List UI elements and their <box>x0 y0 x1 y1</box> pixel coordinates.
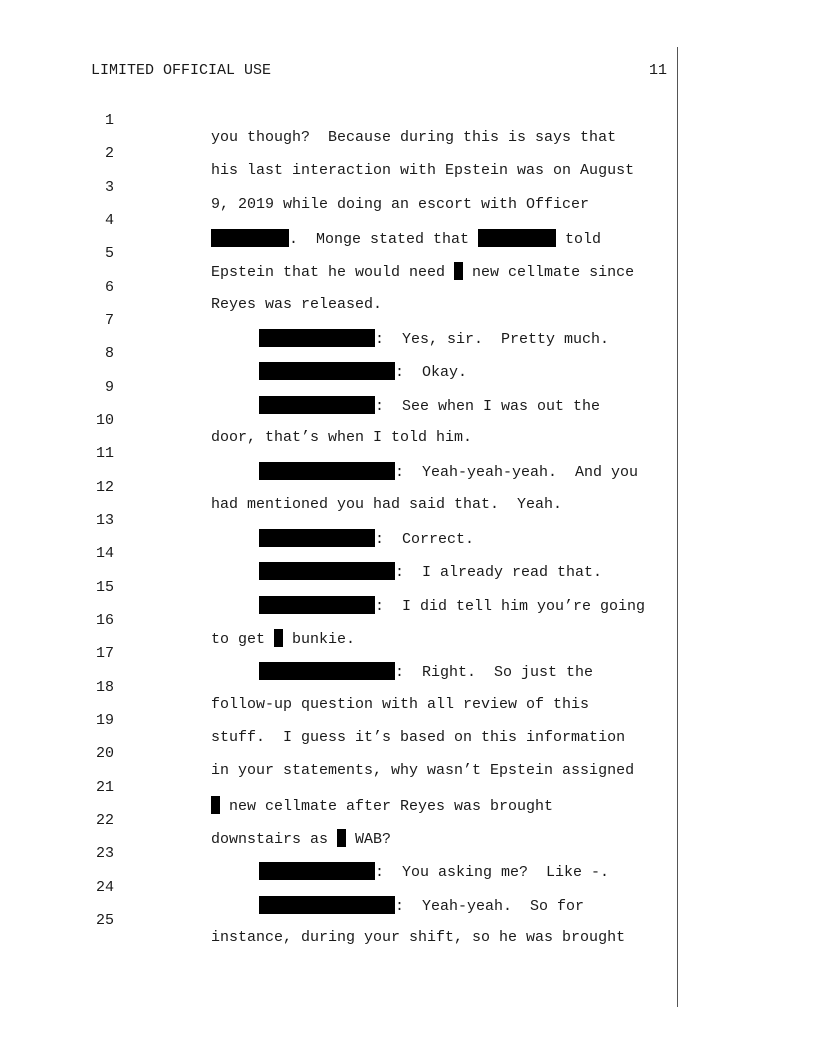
transcript-line <box>0 295 816 348</box>
line-number: 1 <box>104 112 114 129</box>
line-number: 16 <box>95 612 114 629</box>
transcript-line <box>0 562 816 615</box>
line-number: 10 <box>95 412 114 429</box>
line-number: 5 <box>104 245 114 262</box>
line-text-segment: Epstein that he would need <box>211 264 455 281</box>
classification-marking: LIMITED OFFICIAL USE <box>91 62 272 79</box>
line-text-segment: : Yes, sir. Pretty much. <box>375 331 610 348</box>
line-number: 12 <box>95 479 114 496</box>
line-number: 2 <box>104 145 114 162</box>
page-number: 11 <box>648 62 667 79</box>
line-text-segment: : I did tell him you’re going <box>375 598 646 615</box>
line-number: 3 <box>104 179 114 196</box>
transcript-line <box>0 95 816 146</box>
line-text-segment: : Yeah-yeah-yeah. And you <box>395 464 639 481</box>
transcript-line <box>0 595 816 648</box>
line-number: 24 <box>95 879 114 896</box>
line-number: 6 <box>104 279 114 296</box>
line-number: 14 <box>95 545 114 562</box>
line-text: Reyes was released. <box>211 296 383 313</box>
line-text-segment: : Right. So just the <box>395 664 594 681</box>
line-text-segment: : See when I was out the <box>375 398 601 415</box>
transcript-line <box>0 828 816 881</box>
line-text-segment: : I already read that. <box>395 564 603 581</box>
line-text: stuff. I guess it’s based on this information <box>211 729 626 746</box>
line-number: 19 <box>95 712 114 729</box>
transcript-line <box>0 662 816 713</box>
line-text-segment: WAB? <box>346 831 392 848</box>
transcript-line <box>0 428 816 481</box>
transcript-line <box>0 162 816 213</box>
line-text-segment: . Monge stated that <box>289 231 479 248</box>
line-number: 17 <box>95 645 114 662</box>
line-text: had mentioned you had said that. Yeah. <box>211 496 563 513</box>
line-number: 9 <box>104 379 114 396</box>
line-text: instance, during your shift, so he was brought <box>211 929 626 946</box>
line-text-segment: downstairs as <box>211 831 338 848</box>
line-text: follow-up question with all review of this <box>211 696 590 713</box>
line-text-segment: : Correct. <box>375 531 475 548</box>
transcript-line <box>0 128 816 179</box>
page-header <box>91 62 667 80</box>
line-text: 9, 2019 while doing an escort with Officer <box>211 196 590 213</box>
line-number: 23 <box>95 845 114 862</box>
transcript-line <box>0 228 816 281</box>
line-text-segment: : You asking me? Like -. <box>375 864 610 881</box>
line-text: his last interaction with Epstein was on August <box>211 162 635 179</box>
transcript-line <box>0 862 816 915</box>
transcript-line <box>0 262 816 313</box>
transcript-line <box>0 628 816 681</box>
line-text: door, that’s when I told him. <box>211 429 473 446</box>
transcript-line <box>0 795 816 848</box>
line-number: 7 <box>104 312 114 329</box>
line-number: 4 <box>104 212 114 229</box>
line-number: 21 <box>95 779 114 796</box>
line-number: 22 <box>95 812 114 829</box>
line-text-segment: : Yeah-yeah. So for <box>395 898 585 915</box>
line-number: 11 <box>95 445 114 462</box>
transcript-line <box>0 762 816 815</box>
line-text-segment: to get <box>211 631 275 648</box>
transcript-line <box>0 728 816 779</box>
transcript-line <box>0 895 816 946</box>
line-number: 20 <box>95 745 114 762</box>
line-text-segment: new cellmate since <box>463 264 635 281</box>
line-number: 13 <box>95 512 114 529</box>
line-text: in your statements, why wasn’t Epstein assigned <box>211 762 635 779</box>
transcript-line <box>0 462 816 513</box>
transcript-line <box>0 328 816 381</box>
line-number: 8 <box>104 345 114 362</box>
line-number: 25 <box>95 912 114 929</box>
line-text-segment: new cellmate after Reyes was brought <box>220 798 554 815</box>
transcript-line <box>0 362 816 415</box>
transcript-line <box>0 528 816 581</box>
line-text-segment: told <box>556 231 602 248</box>
line-number: 18 <box>95 679 114 696</box>
transcript-line <box>0 495 816 548</box>
transcript-line <box>0 195 816 248</box>
transcript-line <box>0 395 816 446</box>
line-number: 15 <box>95 579 114 596</box>
line-text: you though? Because during this is says that <box>211 129 617 146</box>
transcript-line <box>0 695 816 746</box>
line-text-segment: : Okay. <box>395 364 468 381</box>
line-text-segment: bunkie. <box>283 631 356 648</box>
